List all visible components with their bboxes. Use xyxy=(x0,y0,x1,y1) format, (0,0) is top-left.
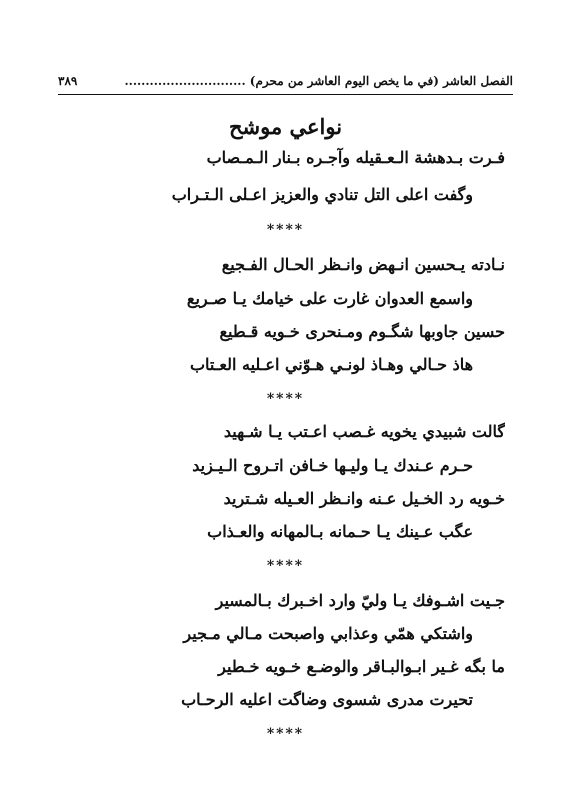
verse-line: عگب عـينك يـا حـمانه بـالمهانه والعـذاب xyxy=(207,522,473,541)
verse-line: واسمع العدوان غارت على خيامك يـا صـريع xyxy=(186,289,473,308)
verse-line: خـويه رد الخـيل عـنه وانـظر العـيله شـتريد xyxy=(223,489,505,508)
running-title: الفصل العاشر (في ما يخص اليوم العاشر من محرم) ............................. xyxy=(124,74,513,88)
poem-title: نواعي موشح xyxy=(228,114,343,139)
running-header xyxy=(58,70,513,92)
verse-line: حـرم عـندك يـا وليـها خـافن اتـروح الـيـزيد xyxy=(192,456,473,475)
stanza-separator: **** xyxy=(266,222,305,238)
verse-line: نـادته يـحسين انـهض وانـظر الحـال الفـجيع xyxy=(221,255,505,274)
stanza-separator: **** xyxy=(266,391,305,407)
verse-line: حسين جاوبها شگـوم ومـنحری خـویه قـطیع xyxy=(219,322,505,341)
verse-line: وگفت اعلى التل تنادي والعزيز اعـلى الـتـراب xyxy=(171,185,473,204)
header-rule xyxy=(58,94,513,95)
verse-line: تحيرت مدرى شسوى وضاگت اعليه الرحـاب xyxy=(181,690,473,709)
stanza-separator: **** xyxy=(266,558,305,574)
verse-line: جـيت اشـوفك يـا وليّ وارد اخـبرك بـالمسير xyxy=(215,591,505,610)
verse-line: گالت شبيدي يخويه غـصب اعـتب يـا شـهيد xyxy=(223,422,505,441)
verse-line: واشتكي همّي وعذابي واصبحت مـالي مـجير xyxy=(183,624,473,643)
verse-line: هاذ حـالي وهـاذ لونـي هـوّني اعـليه العـتاب xyxy=(189,355,473,374)
page-number: ٣٨٩ xyxy=(58,74,78,88)
stanza-separator: **** xyxy=(266,726,305,742)
verse-line: ما بگه غـير ابـوالبـاقر والوضـع خـويه خـطير xyxy=(218,657,505,676)
verse-line: فـرت بـدهشة الـعـقيله وآجـره بـنار الـمـصاب xyxy=(206,148,505,167)
